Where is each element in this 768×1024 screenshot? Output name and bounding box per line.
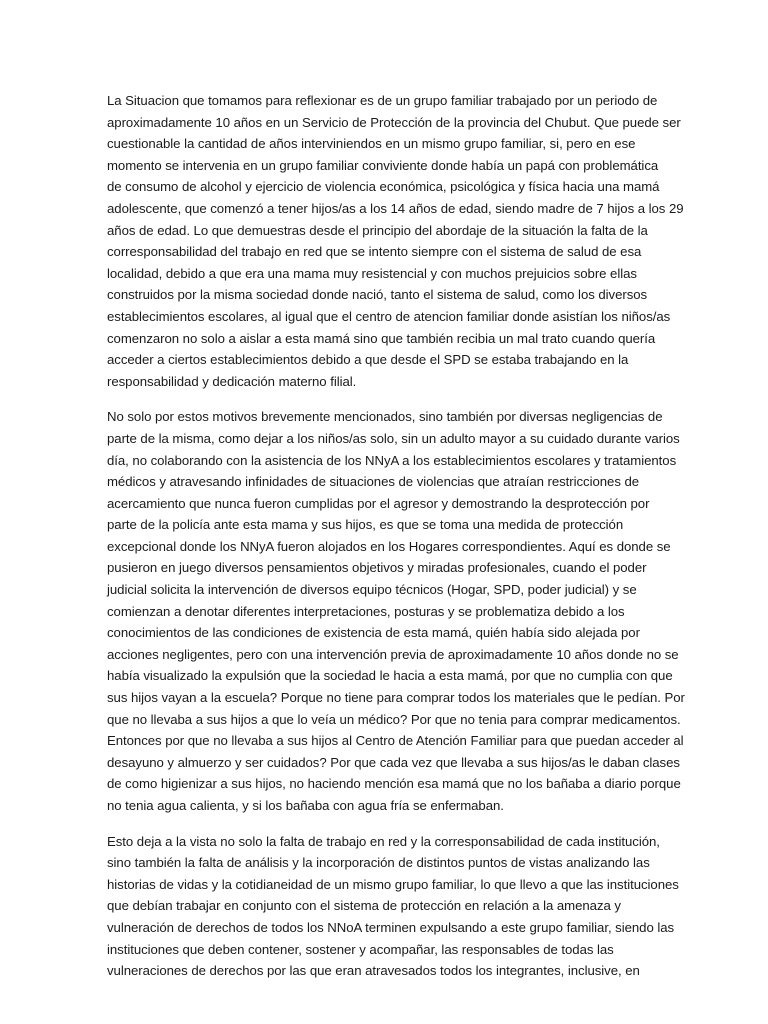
paragraph-line: no tenia agua calienta, y si los bañaba con agua fría se enfermaban. [107, 798, 504, 813]
paragraph-line: de consumo de alcohol y ejercicio de violencia económica, psicológica y física hacia una mamá [107, 179, 660, 195]
paragraph-line: que debían trabajar en conjunto con el sistema de protección en relación a la amenaza y [107, 898, 621, 914]
paragraph-line: médicos y atravesando infinidades de situaciones de violencias que atraían restricciones de [107, 474, 640, 490]
paragraph-line: acceder a ciertos establecimientos debido a que desde el SPD se estaba trabajando en la [107, 352, 629, 368]
paragraph-line: vulneración de derechos de todos los NNoA terminen expulsando a este grupo familiar, siendo las [107, 919, 675, 935]
paragraph-line: Entonces por que no llevaba a sus hijos al Centro de Atención Familiar para que puedan acceder al [107, 733, 684, 749]
paragraph-line: No solo por estos motivos brevemente mencionados, sino también por diversas negligencias de [107, 409, 663, 425]
paragraph-line: instituciones que deben contener, sostener y acompañar, las responsables de todas las [107, 941, 614, 957]
paragraph-line: La Situacion que tomamos para reflexionar es de un grupo familiar trabajado por un periodo de [107, 93, 658, 108]
paragraph-3 [107, 831, 694, 982]
paragraph-line: localidad, debido a que era una mama muy resistencial y con muchos prejuicios sobre ellas [107, 265, 637, 281]
paragraph-line: sus hijos vayan a la escuela? Porque no tiene para comprar todos los materiales que le pedían. Por [107, 690, 685, 706]
paragraph-line: aproximadamente 10 años en un Servicio de Protección de la provincia del Chubut. Que puede ser [107, 114, 681, 130]
paragraph-line: cuestionable la cantidad de años interviniendos en un mismo grupo familiar, si, pero en ese [107, 136, 636, 152]
paragraph-line: día, no colaborando con la asistencia de los NNyA a los establecimientos escolares y tratamientos [107, 452, 677, 468]
paragraph-line: vulneraciones de derechos por las que eran atravesados todos los integrantes, inclusive, en [107, 963, 640, 979]
paragraph-line: momento se intervenia en un grupo familiar conviviente donde había un papá con problemática [107, 157, 659, 173]
paragraph-line: desayuno y almuerzo y ser cuidados? Por que cada vez que llevaba a sus hijos/as le daban clases [107, 754, 680, 770]
paragraph-line: responsabilidad y dedicación materno filial. [107, 373, 357, 389]
paragraph-line: que no llevaba a sus hijos a que lo veía un médico? Por que no tenia para comprar medicamentos. [107, 711, 681, 727]
document-page [107, 90, 694, 996]
paragraph-line: sino también la falta de análisis y la incorporación de distintos puntos de vistas analizando las [107, 855, 650, 871]
paragraph-line: conocimientos de las condiciones de existencia de esta mamá, quién había sido alejada por [107, 625, 640, 641]
paragraph-1 [107, 90, 694, 392]
paragraph-line: parte de la misma, como dejar a los niños/as solo, sin un adulto mayor a su cuidado durante varios [107, 430, 680, 446]
paragraph-line: acercamiento que nunca fueron cumplidas por el agresor y demostrando la desprotección por [107, 495, 650, 511]
paragraph-line: había visualizado la expulsión que la sociedad le hacia a esta mamá, por que no cumplia con que [107, 668, 673, 684]
paragraph-line: parte de la policía ante esta mama y sus hijos, es que se toma una medida de protección [107, 517, 624, 533]
paragraph-line: comenzaron no solo a aislar a esta mamá sino que también recibia un mal trato cuando quería [107, 330, 656, 346]
paragraph-line: de como higienizar a sus hijos, no haciendo mención esa mamá que no los bañaba a diario porque [107, 776, 681, 792]
paragraph-line: excepcional donde los NNyA fueron alojados en los Hogares correspondientes. Aquí es donde se [107, 538, 671, 554]
paragraph-line: judicial solicita la intervención de diversos equipo técnicos (Hogar, SPD, poder judicial) y se [107, 582, 637, 598]
paragraph-line: historias de vidas y la cotidianeidad de un mismo grupo familiar, lo que llevo a que las instituciones [107, 876, 679, 892]
paragraph-line: adolescente, que comenzó a tener hijos/as a los 14 años de edad, siendo madre de 7 hijos a los 29 [107, 200, 684, 216]
paragraph-line: corresponsabilidad del trabajo en red que se intento siempre con el sistema de salud de esa [107, 244, 642, 260]
paragraph-line: acciones negligentes, pero con una intervención previa de aproximadamente 10 años donde no se [107, 646, 679, 662]
paragraph-line: construidos por la misma sociedad donde nació, tanto el sistema de salud, como los diversos [107, 287, 648, 303]
paragraph-line: años de edad. Lo que demuestras desde el principio del abordaje de la situación la falta de la [107, 222, 648, 238]
paragraph-line: comienzan a denotar diferentes interpretaciones, posturas y se problematiza debido a los [107, 603, 625, 619]
paragraph-line: pusieron en juego diversos pensamientos objetivos y miradas profesionales, cuando el poder [107, 560, 647, 576]
paragraph-line: Esto deja a la vista no solo la falta de trabajo en red y la corresponsabilidad de cada institución, [107, 833, 660, 849]
paragraph-line: establecimientos escolares, al igual que el centro de atencion familiar donde asistían los niños/as [107, 308, 671, 324]
paragraph-2 [107, 406, 694, 816]
